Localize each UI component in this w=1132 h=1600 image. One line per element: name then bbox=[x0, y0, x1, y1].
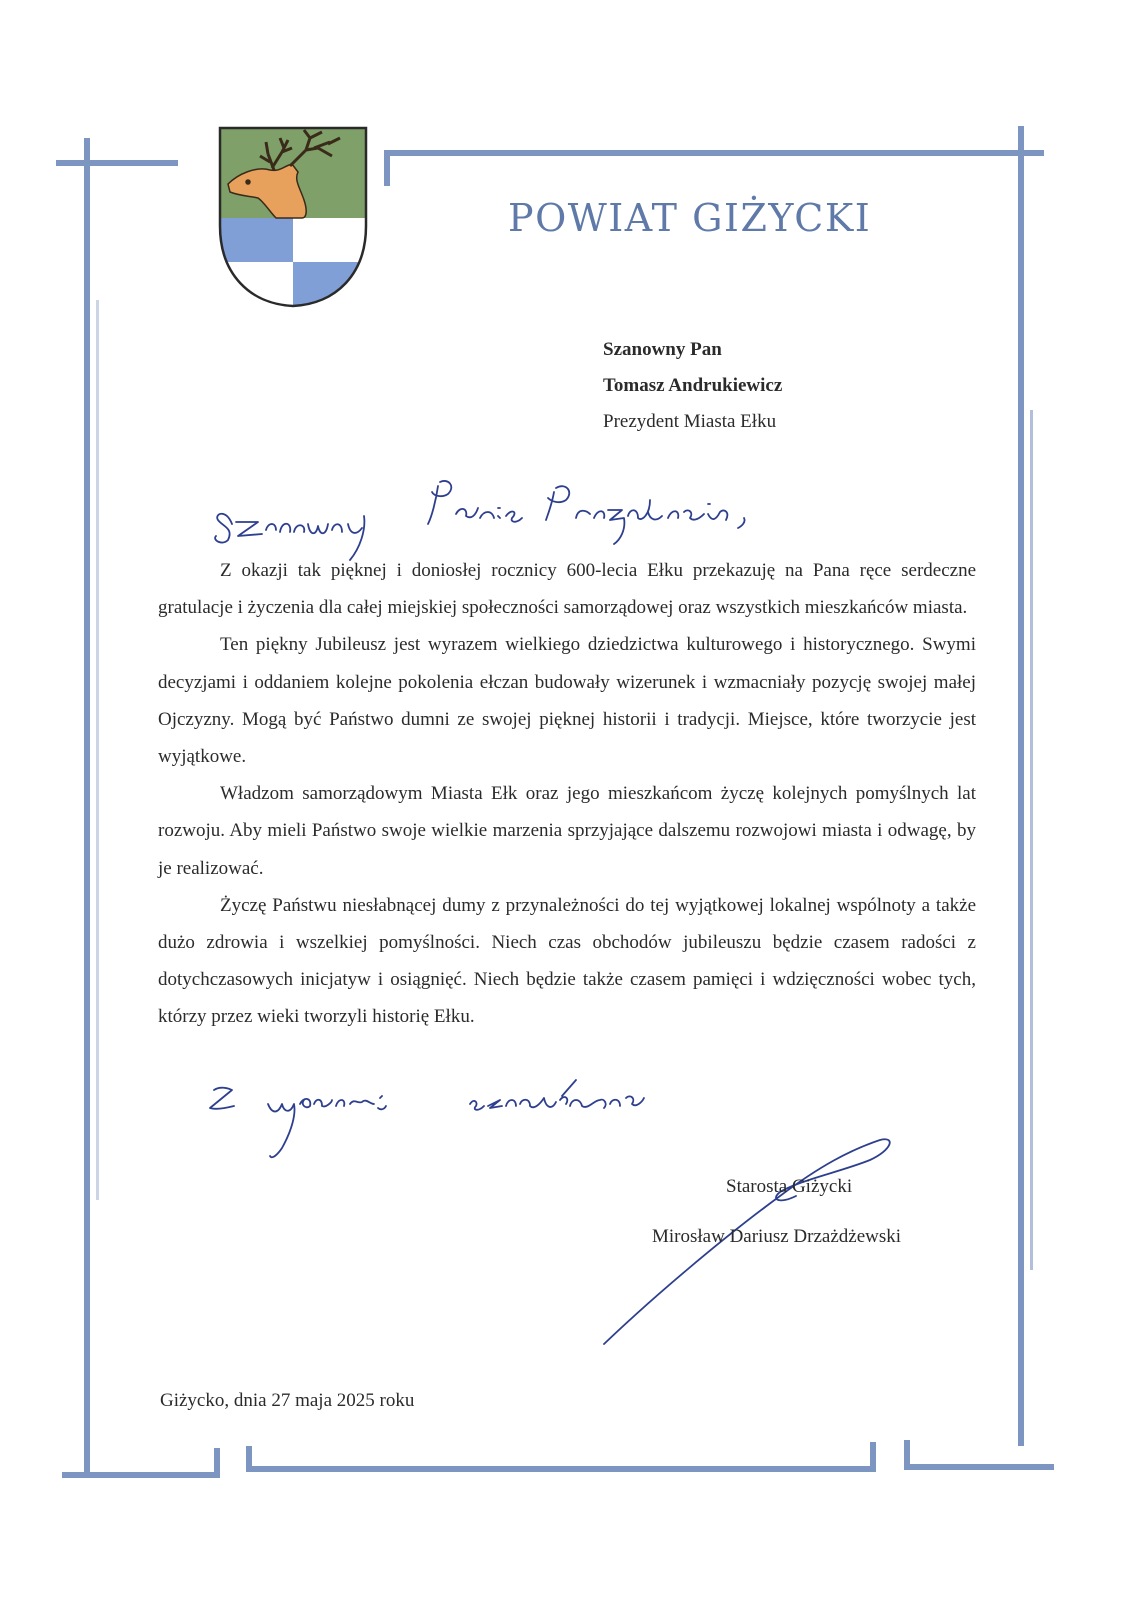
recipient-position: Prezydent Miasta Ełku bbox=[603, 411, 777, 432]
signatory-title: Starosta Giżycki bbox=[726, 1176, 853, 1197]
organization-title: POWIAT GIŻYCKI bbox=[508, 196, 872, 240]
body-paragraph: Z okazji tak pięknej i doniosłej rocznicy 600-lecia Ełku przekazuję na Pana ręce serdeczne gratulacje i życzenia dla całej miejskiej społeczności samorządowej oraz wszystkich mieszkańców miasta. bbox=[158, 560, 976, 619]
recipient-salutation: Szanowny Pan bbox=[603, 339, 722, 360]
body-paragraph: Władzom samorządowym Miasta Ełk oraz jego mieszkańcom życzę kolejnych pomyślnych lat rozwoju. Aby mieli Państwo swoje wielkie marzenia sprzyjające dalszemu rozwojowi miasta i odwagę, by je realizować. bbox=[158, 783, 976, 879]
signatory-name: Mirosław Dariusz Drzażdżewski bbox=[652, 1226, 902, 1247]
letter-body bbox=[158, 552, 976, 1036]
body-paragraph: Życzę Państwu niesłabnącej dumy z przynależności do tej wyjątkowej lokalnej wspólnoty a także dużo zdrowia i wszelkiej pomyślności. Niech czas obchodów jubileuszu będzie czasem radości z dotychczasowych inicjatyw i osiągnięć. Niech będzie także czasem pamięci i wdzięczności wobec tych, którzy przez wieki tworzyli historię Ełku. bbox=[158, 894, 976, 1028]
handwritten-closing bbox=[210, 1080, 644, 1157]
date-line: Giżycko, dnia 27 maja 2025 roku bbox=[160, 1390, 415, 1411]
body-paragraph: Ten piękny Jubileusz jest wyrazem wielkiego dziedzictwa kulturowego i historycznego. Swymi decyzjami i oddaniem kolejne pokolenia ełczan budowały wizerunek i wzmacniały pozycję swojej małej Ojczyzny. Mogą być Państwo dumni ze swojej pięknej historii i tradycji. Miejsce, które tworzycie jest wyjątkowe. bbox=[158, 634, 976, 768]
recipient-name: Tomasz Andrukiewicz bbox=[603, 375, 783, 396]
handwritten-greeting-word-3 bbox=[546, 486, 745, 544]
handwritten-greeting-word-2 bbox=[428, 481, 522, 524]
